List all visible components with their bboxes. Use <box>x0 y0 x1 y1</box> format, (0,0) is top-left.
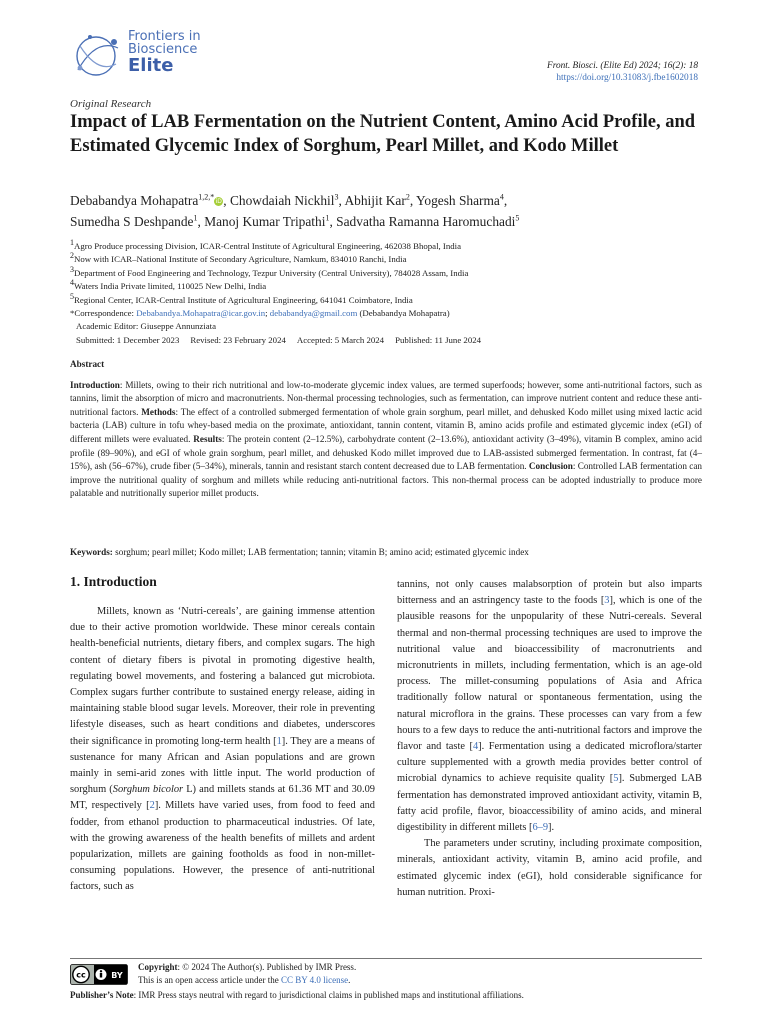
journal-logo-mark <box>68 28 128 84</box>
publisher-note <box>70 990 524 1000</box>
affil-num: 1 <box>70 238 74 248</box>
citation-link[interactable]: 1 <box>276 735 282 747</box>
affil-num: 5 <box>70 291 74 301</box>
by-label: BY <box>111 971 123 980</box>
affil-text: Now with ICAR–National Institute of Secondary Agriculture, Namkum, 834010 Ranchi, India <box>74 254 407 265</box>
doi-link[interactable]: https://doi.org/10.31083/j.fbe1602018 <box>556 73 698 83</box>
body-text: ]. Fermentation using a dedicated microflora/starter culture supplemented with a growth media provides better control of microbial dynamics to achieve requisite quality [ <box>397 741 703 785</box>
correspondence-label: *Correspondence: <box>70 308 137 319</box>
copyright-notice <box>138 961 356 986</box>
logo-line-2: Bioscience <box>128 42 198 57</box>
author-name: Chowdaiah Nickhil <box>229 193 335 208</box>
article-type: Original Research <box>70 98 152 110</box>
citation-link[interactable]: 6–9 <box>532 822 549 834</box>
copyright-label: Copyright <box>138 962 178 972</box>
author-name: Abhijit Kar <box>344 193 406 208</box>
cc-label: cc <box>76 970 86 980</box>
body-column-left <box>70 604 375 896</box>
citation-link[interactable]: 4 <box>472 741 479 753</box>
keywords-text: sorghum; pearl millet; Kodo millet; LAB fermentation; tannin; vitamin B; amino acid; estimated glycemic index <box>112 547 529 557</box>
correspondence <box>70 307 710 320</box>
body-text: ], which is one of the plausible reasons for the unpopularity of these Nutri-cereals. Several thermal and non-thermal processing techniques are used to improve the nutritional value and bioaccessibility of macronutrients and micronutrients in millets, including fermentation, which is an age-old process. The millet-consuming populations of Asia and Africa traditionally follow natural or spontaneous fermentation, using the natural microflora in the grains. These processes can vary from a few hours to a few days to reduce the anti-nutritional factors and improve the flavor and taste [ <box>397 595 702 753</box>
author-name: Sadvatha Ramanna Haromuchadi <box>336 214 516 229</box>
body-text: ]. They are a means of sustenance for many African and Asian populations and are grown mainly in semi-arid zones with little input. The world production of sorghum ( <box>70 735 375 796</box>
logo-line-1: Frontiers in <box>128 29 201 44</box>
license-line <box>138 974 356 987</box>
license-prefix: This is an open access article under the <box>138 974 281 985</box>
body-text: tannins, not only causes malabsorption of protein but also imparts bitterness and an astringency taste to the foods [ <box>397 579 702 607</box>
author-affil-sup: 5 <box>515 213 520 223</box>
body-text: L) and millets stands at 61.36 MT and 30.09 MT, respectively [ <box>70 784 375 812</box>
section-title: 1. Introduction <box>70 574 157 589</box>
citation-link[interactable]: 3 <box>604 595 610 607</box>
logo-ring-icon <box>77 37 115 75</box>
date-published: Published: 11 June 2024 <box>395 334 482 345</box>
copyright-line <box>138 961 356 974</box>
affil-text: Agro Produce processing Division, ICAR-Central Institute of Agricultural Engineering, 462038 Bhopal, India <box>74 241 461 251</box>
affil-text: Regional Center, ICAR-Central Institute of Agricultural Engineering, 641041 Coimbatore, India <box>74 294 413 305</box>
email-link-2[interactable]: debabandya@gmail.com <box>269 308 358 319</box>
intro-paragraph-2: The parameters under scrutiny, including proximate composition, minerals, antioxidant activity, vitamin B, amino acid profile, and estimated glycemic index (eGI), hold considerable significance for human nutrition. Proxi- <box>397 838 702 898</box>
citation-link[interactable]: 2 <box>149 800 155 812</box>
keywords-label: Keywords: <box>70 547 113 557</box>
author-name: Debabandya Mohapatra <box>70 193 199 208</box>
publisher-note-text: : IMR Press stays neutral with regard to jurisdictional claims in published maps and institutional affiliations. <box>133 990 524 1000</box>
abstract-conclusion-text: : Controlled LAB fermentation can improve the nutritional quality of sorghum and millets while reducing anti-nutritional factors. This non-thermal process can be adopted industrially to produce more palatable and nutritionally superior millet products. <box>70 461 702 499</box>
scientific-name: Sorghum bicolor <box>112 784 184 796</box>
cc-by-license-icon[interactable] <box>70 964 128 985</box>
author-list: Debabandya Mohapatra$^{1,2,*}$iD, Chowdaiah Nickhil$^3$, Abhijit Kar$^2$, Yogesh Sharma$^4$, Sumedha S Deshpande$^1$, Manoj Kumar Tripathi$^1$, Sadvatha Ramanna Haromuchadi$^5$ <box>70 192 520 229</box>
abstract-intro-label: Introduction <box>70 379 120 390</box>
email-separator: ; <box>265 308 270 319</box>
date-submitted: Submitted: 1 December 2023 <box>76 334 180 345</box>
keywords <box>70 546 702 559</box>
body-text: Millets, known as ‘Nutri-cereals’, are gaining immense attention due to their active promotion worldwide. These minor cereals contain health-beneficial nutrients, dietary fibers, and complex sugars. The high content of dietary fibers is pivotal in promoting digestive health, regulating bowel movements, and fostering a balanced gut microbiota. Complex sugars further contribute to sustained energy release, aiding in maintaining stable blood sugar levels. Moreover, their role in preventing lifestyle diseases, such as heart conditions and diabetes, underscores their significance in promoting long-term health [ <box>70 606 375 747</box>
abstract-heading: Abstract <box>70 359 105 369</box>
intro-paragraph-1 <box>70 604 375 896</box>
correspondence-name: (Debabandya Mohapatra) <box>357 308 450 319</box>
author-name: Manoj Kumar Tripathi <box>204 214 326 229</box>
journal-info <box>547 60 698 84</box>
affil-num: 2 <box>70 251 74 261</box>
academic-editor: Academic Editor: Giuseppe Annunziata <box>76 321 216 332</box>
abstract-results-text: : The protein content (2–12.5%), carbohydrate content (2–13.6%), antioxidant activity (3–49%), vitamin B complex, amino acid profile (89–90%), and eGI of whole grain sorghum, pearl millet, and dehusked Kodo millet improved due to LAB-assisted submerged fermentation. In contrast, fat (4–15%), ash (56–67%), crude fiber (5–34%), minerals, tannin and resistant starch content decreased due to LAB fermentation. <box>70 433 702 472</box>
author-name: Sumedha S Deshpande <box>70 214 194 229</box>
author-affil-sup: 1 <box>193 213 198 223</box>
abstract <box>70 358 702 501</box>
affiliation-item <box>70 264 710 280</box>
body-text: ]. <box>548 822 555 834</box>
author-affil-sup: 3 <box>334 192 339 202</box>
author-affil-sup: 1 <box>325 213 330 223</box>
logo-line-3: Elite <box>128 55 174 76</box>
footer-divider <box>70 958 702 959</box>
article-dates <box>70 334 710 347</box>
license-suffix: . <box>348 974 351 985</box>
abstract-methods-label: Methods <box>141 406 176 417</box>
abstract-results-label: Results <box>193 433 222 444</box>
affil-num: 3 <box>70 264 74 274</box>
license-link[interactable]: CC BY 4.0 license <box>280 974 349 985</box>
affiliation-item <box>70 291 710 307</box>
date-revised: Revised: 23 February 2024 <box>190 334 286 345</box>
affiliations <box>70 240 710 347</box>
body-text: ]. Millets have varied uses, from food to feed and fodder, from ethanol production to pharmaceutical industries. Of late, with the growing awareness of the health benefits of millets and ardent popularization, millets are gaining footholds as food in non-millet-consuming populations. However, the presence of anti-nutritional factors, such as <box>70 800 376 893</box>
abstract-conclusion-label: Conclusion <box>528 461 573 472</box>
author-affil-sup: 1,2,* <box>198 192 215 202</box>
intro-paragraph-1-cont <box>397 577 702 836</box>
date-accepted: Accepted: 5 March 2024 <box>296 334 385 345</box>
article-title: Impact of LAB Fermentation on the Nutrient Content, Amino Acid Profile, and Estimated Glycemic Index of Sorghum, Pearl Millet, and Kodo Millet <box>70 112 696 156</box>
affil-num: 4 <box>70 278 74 288</box>
orcid-icon[interactable]: iD <box>215 198 222 205</box>
affil-text: Department of Food Engineering and Technology, Tezpur University (Central University), 784028 Assam, India <box>74 267 469 278</box>
body-column-right <box>397 577 702 901</box>
affil-text: Waters India Private limited, 110025 New Delhi, India <box>74 281 267 292</box>
citation-link[interactable]: 5 <box>613 773 619 785</box>
copyright-text: : © 2024 The Author(s). Published by IMR Press. <box>177 962 357 972</box>
affiliation-item <box>70 280 710 293</box>
affiliation-item <box>70 253 710 266</box>
author-name: Yogesh Sharma <box>416 193 500 208</box>
email-link-1[interactable]: Debabandya.Mohapatra@icar.gov.in <box>136 308 266 319</box>
publisher-note-label: Publisher’s Note <box>70 990 134 1000</box>
journal-citation: Front. Biosci. (Elite Ed) 2024; 16(2): 18 <box>547 61 698 71</box>
journal-logo-text <box>128 30 201 75</box>
author-affil-sup: 2 <box>405 192 410 202</box>
body-text: ]. Submerged LAB fermentation has demonstrated improved antioxidant activity, vitamin B, fatty acid profile, flavor, bioaccessibility of amino acids, and mineral digestibility in different millets [ <box>397 773 702 834</box>
abstract-intro-text: : Millets, owing to their rich nutritional and low-to-moderate glycemic index values, are termed superfoods; however, some anti-nutritional factors, such as tannins, limit the absorption of micro and macronutrients. Non-thermal processing technologies, such as fermentation, can improve nutrient content and reduce these anti-nutritional factors. <box>70 379 702 417</box>
abstract-methods-text: : The effect of a controlled submerged fermentation of whole grain sorghum, pearl millet, and dehusked Kodo millet using mixed lactic acid bacteria (LAB) culture in tofu whey-based media on the proximate, antioxidant, tannin content, vitamin B, amino acids profile and estimated glycemic index (eGI) of different millets were evaluated. <box>70 406 702 444</box>
author-affil-sup: 4 <box>499 192 504 202</box>
affiliation-item <box>70 240 710 253</box>
